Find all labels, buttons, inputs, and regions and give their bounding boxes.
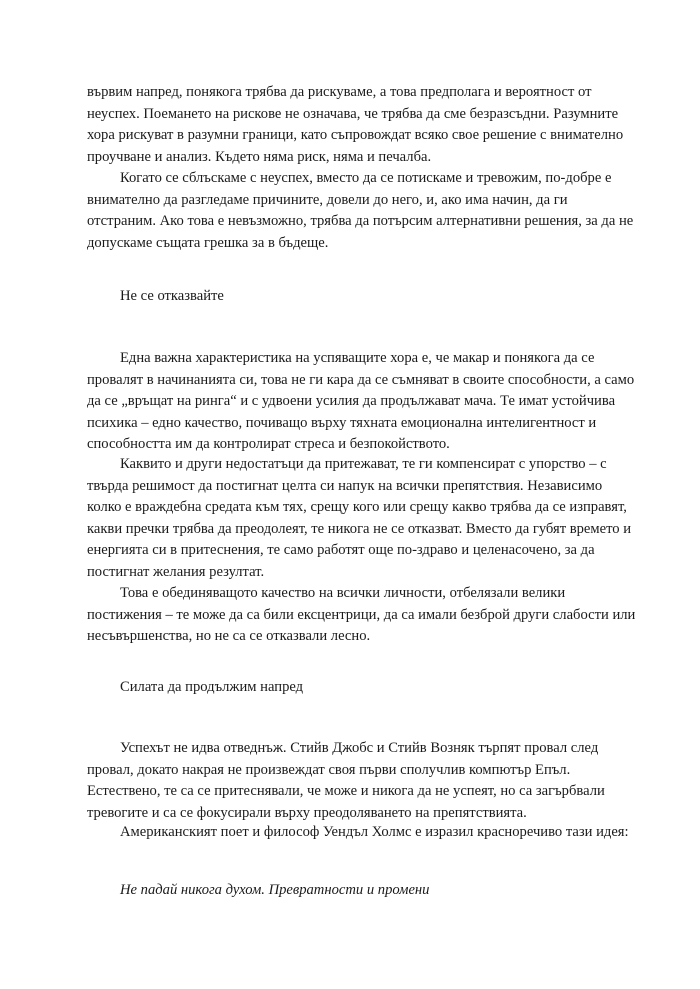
paragraph-persistence — [87, 454, 632, 583]
text-line: енергията си в притеснения, те само работят още по-здраво и целенасочено, за да — [87, 542, 595, 558]
text-line: способността им да контролират стреса и безпокойството. — [87, 436, 450, 452]
text-line: Това е обединяващото качество на всички личности, отбелязали велики — [120, 585, 566, 601]
text-line: провал, докато накрая не произвеждат своя първи сполучлив компютър Епъл. — [87, 761, 571, 778]
paragraph-holmes — [87, 822, 629, 844]
paragraph-success — [87, 738, 607, 824]
text-line: проучване и анализ. Където няма риск, няма и печалба. — [87, 148, 432, 165]
text-line: неуспех. Поемането на рискове не означава, че трябва да сме безразсъдни. Разумните — [87, 105, 619, 122]
text-line: Успехът не идва отведнъж. Стийв Джобс и Стийв Возняк търпят провал след — [120, 740, 599, 756]
paragraph-risk-continuation — [87, 82, 624, 168]
text-line: отстраним. Ако това е невъзможно, трябва да потърсим алтернативни решения, за да не — [87, 213, 634, 229]
text-line: хора рискуват в разумни граници, като съпровождат всяко свое решение с внимателно — [87, 127, 624, 143]
text-line: постижения – те може да са били ексцентрици, да са имали безброй други слабости или — [87, 606, 636, 623]
text-line: твърда решимост да постигнат целта си напук на всички препятствия. Независимо — [87, 477, 603, 494]
text-line: Естествено, те са се притеснявали, че може и никога да не успеят, но са загърбвали — [87, 783, 605, 799]
text-line: постигнат желания резултат. — [87, 563, 265, 580]
text-line: Когато се сблъскаме с неуспех, вместо да се потискаме и тревожим, по-добре е — [120, 170, 612, 186]
section-heading-dont-give-up: Не се отказвайте — [120, 288, 224, 304]
text-line: внимателно да разгледаме причините, довели до него, и, ако има начин, да ги — [87, 191, 568, 208]
text-line: какви пречки трябва да преодолеят, те никога не се отказват. Вместо да губят времето и — [87, 520, 632, 537]
text-line: допускаме същата грешка за в бъдеще. — [87, 234, 329, 251]
text-line: Една важна характеристика на успяващите хора е, че макар и понякога да се — [120, 350, 595, 366]
text-line: Американският поет и философ Уендъл Холмс е изразил красноречиво тази идея: — [120, 824, 629, 840]
paragraph-failure — [87, 168, 634, 254]
quote-line: Не падай никога духом. Превратности и промени — [120, 882, 430, 898]
text-line: колко е враждебна средата към тях, срещу кого или срещу какво трябва да се изправят, — [87, 499, 627, 515]
text-line: да се „връщат на ринга“ и с удвоени усилия да продължават мача. Те имат устойчива — [87, 393, 616, 409]
paragraph-resilience — [87, 348, 635, 456]
text-line: провалят в начинанията си, това не ги кара да се съмняват в своите способности, а само — [87, 371, 635, 388]
paragraph-unifying-quality — [87, 583, 636, 648]
text-line: несъвършенства, но не са се отказвали лесно. — [87, 628, 371, 644]
text-line: тревогите и са се фокусирали върху преодоляването на препятствията. — [87, 804, 527, 821]
section-heading-moving-forward: Силата да продължим напред — [120, 679, 304, 695]
text-line: Каквито и други недостатъци да притежават, те ги компенсират с упорство – с — [120, 456, 607, 472]
text-line: психика – едно качество, почиващо върху тяхната емоционална интелигентност и — [87, 414, 597, 431]
text-line: вървим напред, понякога трябва да рискуваме, а това предполага и вероятност от — [87, 84, 592, 100]
